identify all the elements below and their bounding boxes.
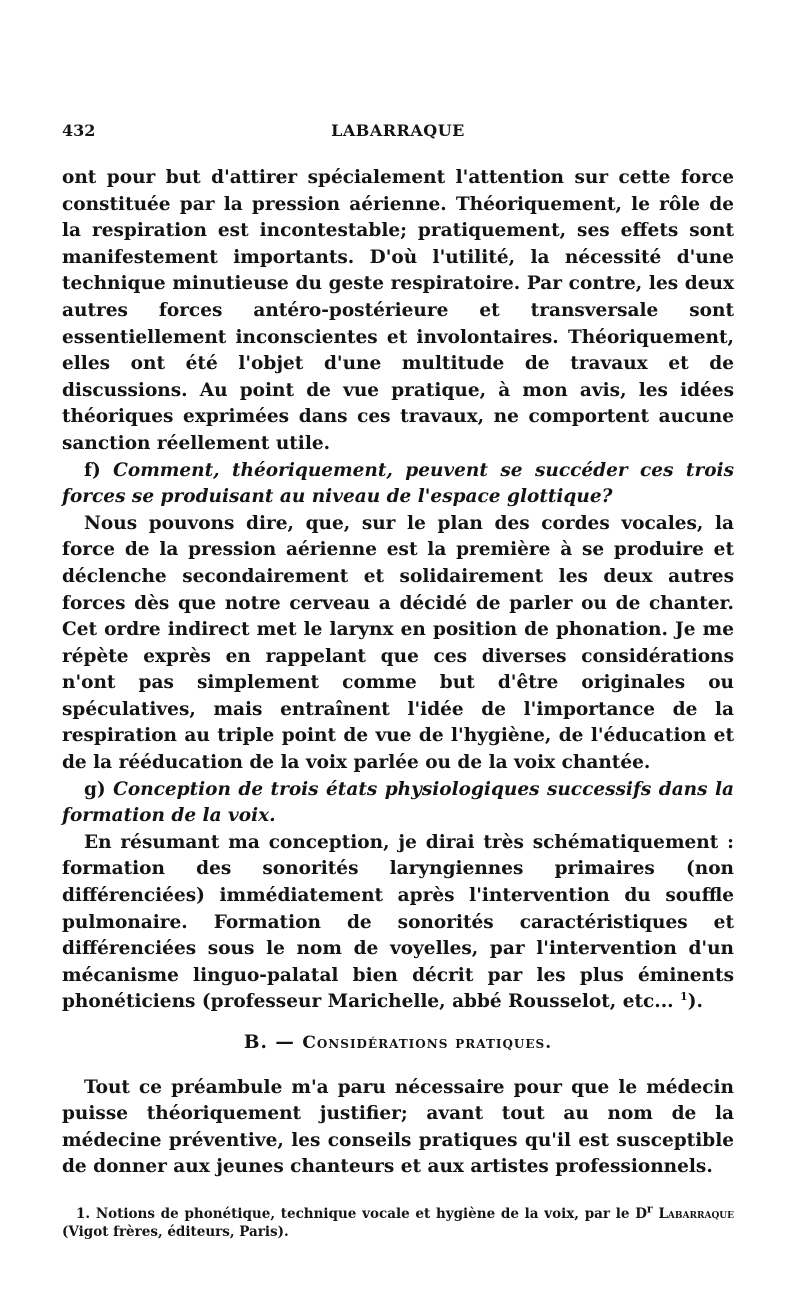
footnote-publisher: (Vigot frères, éditeurs, Paris). xyxy=(62,1224,289,1240)
subsection-g xyxy=(62,777,734,830)
footnote-text: Notions de phonétique, technique vocale et hygiène de la voix, par le D xyxy=(95,1206,647,1222)
paragraph-preamble: Tout ce préambule m'a paru nécessaire pour que le médecin puisse théoriquement justifier; avant tout au nom de la médecine préventive, les conseils pratiques qu'il est susceptible de donner aux jeunes chanteurs et aux artistes professionnels. xyxy=(62,1076,734,1178)
paragraph-summary xyxy=(62,830,734,1016)
footnote-reference: 1 xyxy=(680,990,688,1004)
footnote xyxy=(62,1202,734,1241)
subsection-g-label: g) xyxy=(84,778,106,800)
section-letter: B. — xyxy=(243,1032,295,1053)
footnote-author: Labarraque xyxy=(658,1206,734,1222)
footnote-dr-superscript: r xyxy=(646,1202,653,1216)
subsection-f-title: Comment, théoriquement, peuvent se succéder ces trois forces se produisant au niveau de l'espace glottique? xyxy=(62,459,734,508)
running-title: LABARRAQUE xyxy=(331,121,465,140)
page-number: 432 xyxy=(62,121,96,140)
subsection-f-label: f) xyxy=(84,459,101,481)
subsection-f xyxy=(62,458,734,511)
section-heading xyxy=(62,1030,734,1057)
page-body xyxy=(62,165,734,1181)
paragraph-continuation: ont pour but d'attirer spécialement l'attention sur cette force constituée par la pression aérienne. Théoriquement, le rôle de la respiration est incontestable; pratiquement, ses effets sont manifestement importants. D'où l'utilité, la nécessité d'une technique minutieuse du geste respiratoire. Par contre, les deux autres forces antéro-postérieure et transversale sont essentiellement inconscientes et involontaires. Théoriquement, elles ont été l'objet d'une multitude de travaux et de discussions. Au point de vue pratique, à mon avis, les idées théoriques exprimées dans ces travaux, ne comportent aucune sanction réellement utile. xyxy=(62,167,734,454)
paragraph-summary-end: ). xyxy=(687,991,703,1013)
section-title: Considérations pratiques. xyxy=(302,1033,553,1053)
paragraph-summary-text: En résumant ma conception, je dirai très schématiquement : formation des sonorités laryngiennes primaires (non différenciées) immédiatement après l'intervention du souffle pulmonaire. Formation de sonorités caractéristiques et différenciées sous le nom de voyelles, par l'intervention d'un mécanisme linguo-palatal bien décrit par les plus éminents phonéticiens (professeur Marichelle, abbé Rousselot, etc... xyxy=(62,831,734,1013)
subsection-g-title: Conception de trois états physiologiques successifs dans la formation de la voix. xyxy=(62,778,734,827)
paragraph-order-of-forces: Nous pouvons dire, que, sur le plan des cordes vocales, la force de la pression aérienne est la première à se produire et déclenche secondairement et solidairement les deux autres forces dès que notre cerveau a décidé de parler ou de chanter. Cet ordre indirect met le larynx en position de phonation. Je me répète exprès en rappelant que ces diverses considérations n'ont pas simplement comme but d'être originales ou spéculatives, mais entraînent l'idée de l'importance de la respiration au triple point de vue de l'hygiène, de l'éducation et de la rééducation de la voix parlée ou de la voix chantée. xyxy=(62,512,734,774)
page-header xyxy=(62,121,734,145)
footnote-number: 1. xyxy=(76,1206,91,1222)
